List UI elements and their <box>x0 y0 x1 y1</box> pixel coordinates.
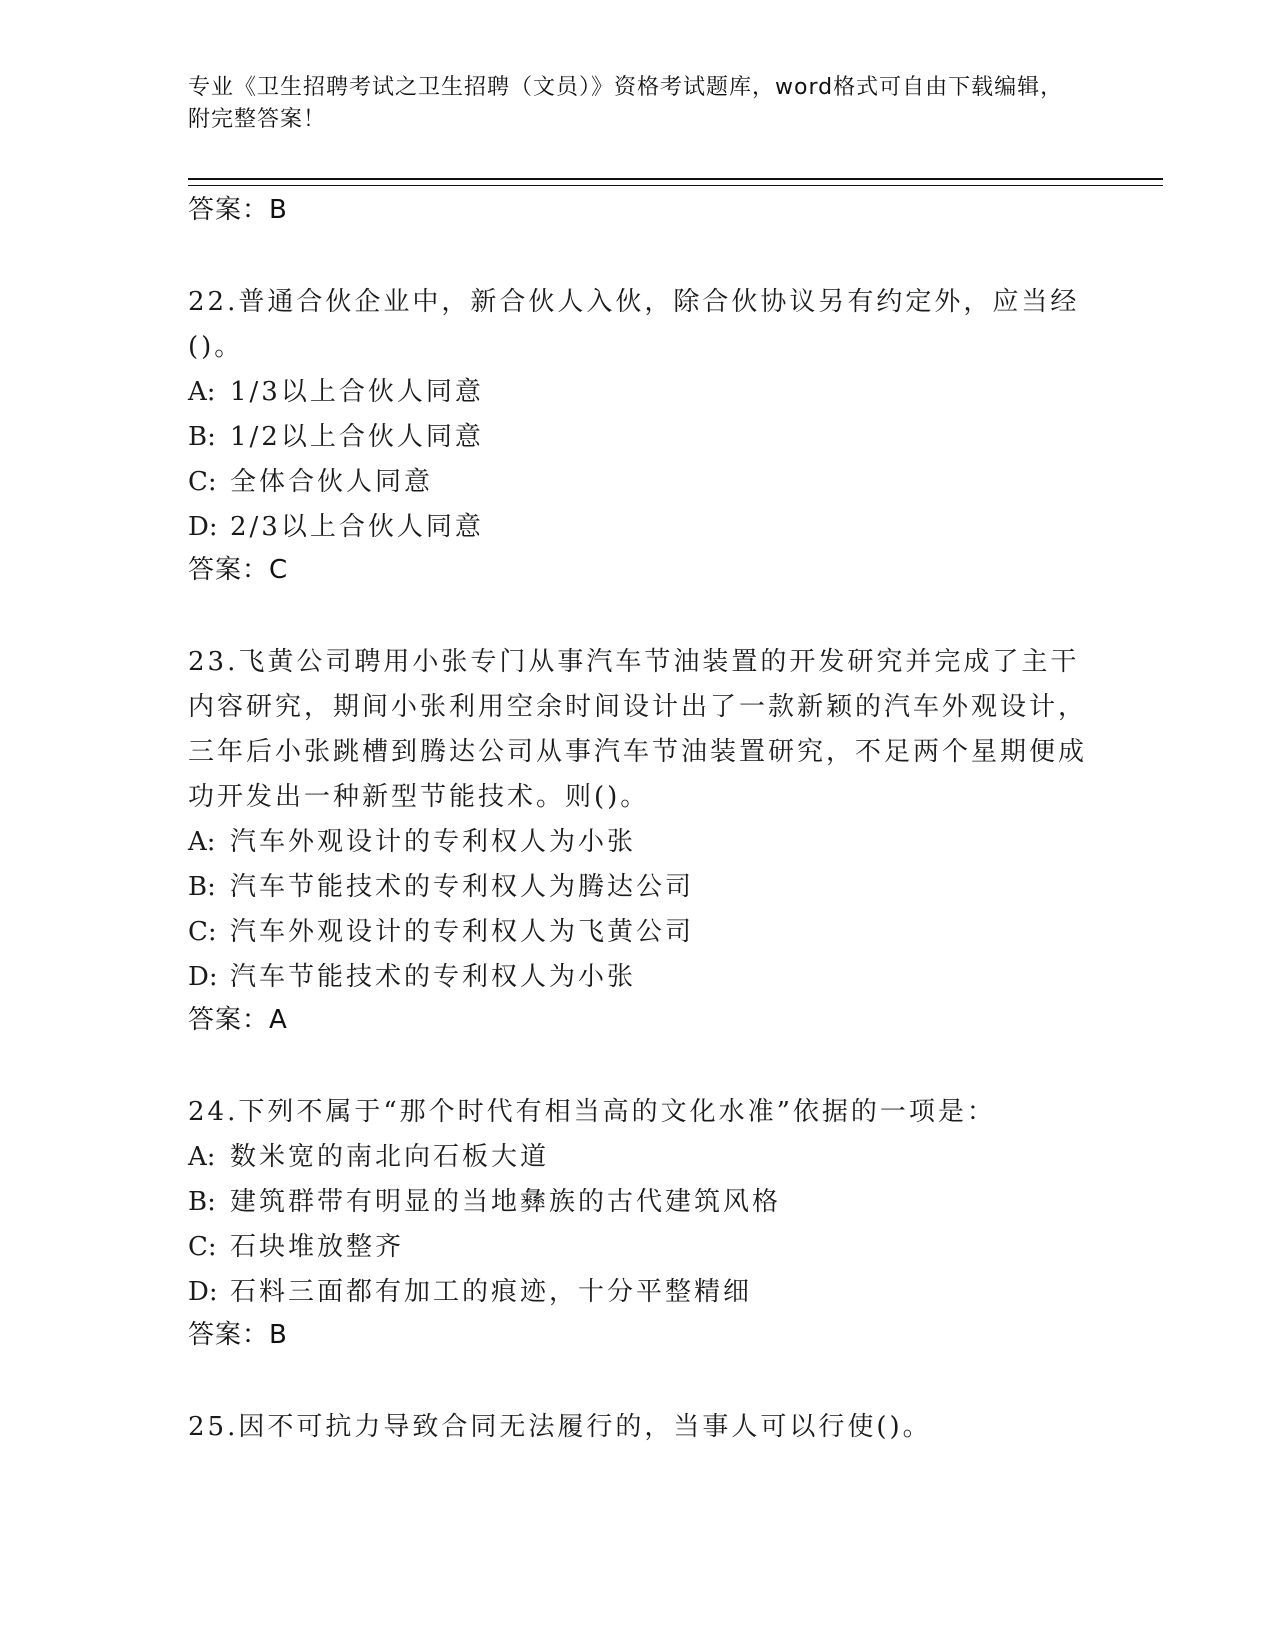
answer-prefix: 答案： <box>188 1005 270 1035</box>
option-letter: C: <box>188 917 217 947</box>
answer-prefix: 答案： <box>188 1320 270 1350</box>
option-a <box>188 820 1088 865</box>
question-stem: 22.普通合伙企业中，新合伙人入伙，除合伙协议另有约定外，应当经()。 <box>188 287 1080 362</box>
option-c <box>188 910 1088 955</box>
option-letter: A: <box>188 377 216 407</box>
question-stem: 25.因不可抗力导致合同无法履行的，当事人可以行使()。 <box>188 1412 932 1442</box>
option-letter: D: <box>188 512 218 542</box>
option-letter: A: <box>188 827 216 857</box>
question-22 <box>188 280 1088 590</box>
question-list <box>188 190 1088 1450</box>
answer-value: C <box>269 555 289 585</box>
question-25 <box>188 1405 1088 1450</box>
answer-value: B <box>269 195 288 225</box>
option-text: 建筑群带有明显的当地彝族的古代建筑风格 <box>230 1187 782 1217</box>
option-d <box>188 955 1088 1000</box>
option-letter: B: <box>188 422 216 452</box>
option-text: 汽车外观设计的专利权人为小张 <box>230 827 637 857</box>
option-letter: D: <box>188 1277 218 1307</box>
question-23 <box>188 640 1088 1040</box>
option-text: 1/2以上合伙人同意 <box>230 422 484 452</box>
header-divider <box>188 178 1163 186</box>
question-stem: 23.飞黄公司聘用小张专门从事汽车节油装置的开发研究并完成了主干内容研究，期间小张利用空余时间设计出了一款新颖的汽车外观设计，三年后小张跳槽到腾达公司从事汽车节油装置研究，不足两个星期便成功开发出一种新型节能技术。则()。 <box>188 647 1088 812</box>
option-letter: C: <box>188 467 217 497</box>
option-a <box>188 1135 1088 1180</box>
option-b <box>188 1180 1088 1225</box>
spacer <box>188 230 1088 280</box>
answer-line <box>188 190 1088 230</box>
option-text: 1/3以上合伙人同意 <box>230 377 484 407</box>
answer-prefix: 答案： <box>188 195 270 225</box>
answer-line <box>188 1000 1088 1040</box>
option-letter: D: <box>188 962 218 992</box>
option-c <box>188 1225 1088 1270</box>
option-text: 数米宽的南北向石板大道 <box>230 1142 550 1172</box>
question-stem: 24.下列不属于“那个时代有相当高的文化水准”依据的一项是： <box>188 1097 996 1127</box>
option-letter: B: <box>188 872 216 902</box>
answer-line <box>188 1315 1088 1355</box>
option-text: 汽车节能技术的专利权人为腾达公司 <box>230 872 695 902</box>
answer-prefix: 答案： <box>188 555 270 585</box>
option-letter: A: <box>188 1142 216 1172</box>
answer-line <box>188 550 1088 590</box>
option-d <box>188 1270 1088 1315</box>
option-text: 石料三面都有加工的痕迹，十分平整精细 <box>230 1277 753 1307</box>
option-text: 全体合伙人同意 <box>230 467 434 497</box>
answer-value: A <box>269 1005 288 1035</box>
option-text: 2/3以上合伙人同意 <box>230 512 484 542</box>
spacer <box>188 1040 1088 1090</box>
option-text: 汽车节能技术的专利权人为小张 <box>230 962 637 992</box>
option-c <box>188 460 1088 505</box>
option-letter: B: <box>188 1187 216 1217</box>
option-text: 汽车外观设计的专利权人为飞黄公司 <box>230 917 695 947</box>
spacer <box>188 1355 1088 1405</box>
option-b <box>188 415 1088 460</box>
option-text: 石块堆放整齐 <box>230 1232 405 1262</box>
option-d <box>188 505 1088 550</box>
answer-value: B <box>269 1320 288 1350</box>
question-24 <box>188 1090 1088 1355</box>
spacer <box>188 590 1088 640</box>
option-a <box>188 370 1088 415</box>
page-header: 专业《卫生招聘考试之卫生招聘（文员）》资格考试题库，word格式可自由下载编辑，附完整答案！ <box>188 75 1064 132</box>
option-b <box>188 865 1088 910</box>
option-letter: C: <box>188 1232 217 1262</box>
